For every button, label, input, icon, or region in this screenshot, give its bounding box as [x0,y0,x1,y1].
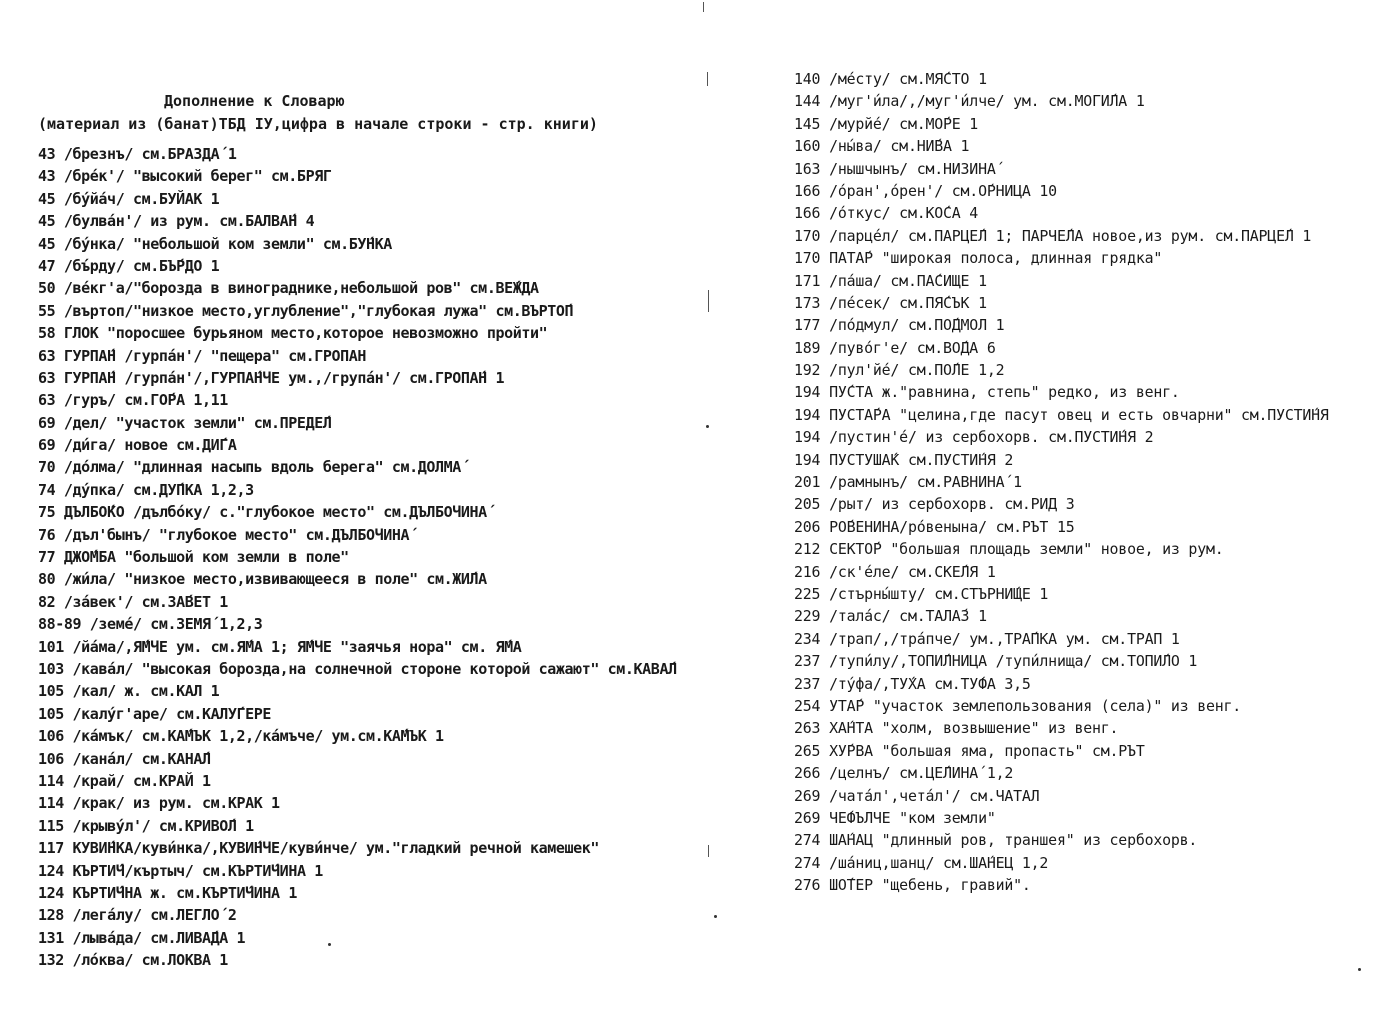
entry-text: /ка́мък/ см.КА́МЪК 1,2,/ка́мъче/ ум.см.КА́МЪК 1 [72,727,444,746]
entry-text: /ди́га/ новое см.ДИ́ГА [63,436,237,455]
entry-page-number: 229 [794,607,821,626]
entry-text: КУВИ́НКА/куви́нка/,КУВИ́НЧЕ/куви́нче/ ум."гладкий речной камешек" [72,839,600,858]
dictionary-entry [38,815,678,837]
entry-page-number: 124 [38,883,64,902]
entry-text: /ту́фа/,ТУ́ХА см.ТУ́ФА 3,5 [829,674,1031,693]
dictionary-entry [38,949,678,971]
entry-page-number: 82 [38,592,56,611]
entry-text: ПУСТА́РА "целина,где пасут овец и есть овчарни" см.ПУСТИ́НЯ [829,405,1329,424]
entry-page-number: 101 [38,637,64,656]
entry-page-number: 88-89 [38,615,82,634]
entry-text: ГУРПА́Н /гурпа́н'/ "пещера" см.ГРОПАН [63,346,366,365]
scan-speck [706,425,709,428]
entry-page-number: 70 [38,458,56,477]
entry-page-number: 63 [38,346,56,365]
entry-page-number: 128 [38,906,64,925]
scan-mark [708,845,709,857]
entry-text: /стърны́шту/ см.СТЪРНИ́ЩЕ 1 [829,584,1049,603]
entry-text: /крыву́л'/ см.КРИВО́Л 1 [72,816,254,835]
dictionary-entry [38,456,678,478]
entry-page-number: 173 [794,293,821,312]
dictionary-entry [38,927,678,949]
entry-page-number: 254 [794,696,821,715]
dictionary-entry [38,658,678,680]
dictionary-entry [794,516,1394,538]
entry-text: /о́ткус/ см.КО́СА 4 [829,204,979,223]
entry-page-number: 170 [794,226,821,245]
entry-text: /тала́с/ см.ТАЛА́З 1 [829,607,987,626]
entry-page-number: 75 [38,503,56,522]
entry-text: /нышчынъ/ см.НИЗИНА́ [829,159,996,178]
dictionary-entry [794,426,1394,448]
dictionary-entry [38,255,678,277]
entry-page-number: 144 [794,92,821,111]
entry-text: /до́лма/ "длинная насыпь вдоль берега" см.ДОЛМА́ [63,458,461,477]
dictionary-entry [794,717,1394,739]
entry-text: УТА́Р "участок землепользования (села)" из венг. [829,696,1242,715]
entry-page-number: 194 [794,383,821,402]
dictionary-entry [794,180,1394,202]
entry-page-number: 269 [794,786,821,805]
scan-mark [703,2,704,12]
entry-page-number: 276 [794,876,821,895]
dictionary-entry [794,135,1394,157]
page-subtitle: (материал из (банат)ТБД IУ,цифра в начале строки - стр. книги) [38,115,598,133]
dictionary-entry [794,202,1394,224]
dictionary-entry [38,546,678,568]
entry-text: СЕКТО́Р "большая площадь земли" новое, из рум. [829,540,1224,559]
entry-page-number: 216 [794,562,821,581]
dictionary-entry [38,568,678,590]
scan-speck [328,943,331,946]
entry-page-number: 192 [794,361,821,380]
entry-page-number: 274 [794,831,821,850]
entry-page-number: 115 [38,816,64,835]
entry-page-number: 55 [38,301,56,320]
entry-text: ШО́ТЕР "щебень, гравий". [829,876,1031,895]
entry-text: /дел/ "участок земли" см.ПРЕДЕ́Л [63,413,332,432]
entry-text: ДЪЛБО́КО /дълбо́ку/ с."глубокое место" см.ДЪЛБОЧИНА́ [63,503,487,522]
entry-page-number: 225 [794,584,821,603]
entry-text: РО́ВЕНИНА/ро́венына/ см.РЪТ 15 [829,517,1075,536]
entry-page-number: 63 [38,391,56,410]
entry-page-number: 103 [38,659,64,678]
entry-page-number: 205 [794,495,821,514]
entry-text: /кана́л/ см.КАНА́Л [72,749,211,768]
dictionary-entry [38,233,678,255]
entry-page-number: 114 [38,771,64,790]
dictionary-entry [38,210,678,232]
entry-text: /лега́лу/ см.ЛЕГЛО́ 2 [72,906,237,925]
dictionary-entry [794,471,1394,493]
entry-page-number: 58 [38,324,56,343]
entry-text: ГЛОК "поросшее бурьяном место,которое невозможно пройти" [63,324,548,343]
dictionary-entry [794,628,1394,650]
entry-page-number: 50 [38,279,56,298]
dictionary-entry [38,524,678,546]
entry-page-number: 47 [38,256,56,275]
dictionary-entry [794,785,1394,807]
dictionary-entry [794,314,1394,336]
dictionary-entry [794,740,1394,762]
dictionary-entry [794,359,1394,381]
entry-text: /пустин'е́/ из сербохорв. см.ПУСТИ́НЯ 2 [829,428,1154,447]
entry-page-number: 177 [794,316,821,335]
dictionary-entry [794,695,1394,717]
entry-text: /пул'йе́/ см.ПО́ЛЕ 1,2 [829,361,1005,380]
entry-page-number: 145 [794,114,821,133]
entry-page-number: 77 [38,548,56,567]
entry-page-number: 106 [38,749,64,768]
entry-text: /брезнъ/ см.БРАЗДА́ 1 [63,145,237,163]
entry-text: ША́НАЦ "длинный ров, траншея" из сербохорв. [829,831,1198,850]
entry-text: ДЖО́МБА "большой ком земли в поле" [63,548,349,567]
entry-page-number: 166 [794,204,821,223]
entry-text: КЪРТИ́ЧНА ж. см.КЪРТИ́ЧИНА 1 [72,883,297,902]
entry-page-number: 194 [794,428,821,447]
dictionary-entry [38,792,678,814]
entry-text: /ны́ва/ см.НИ́ВА 1 [829,137,970,156]
dictionary-entry [38,860,678,882]
entry-page-number: 189 [794,338,821,357]
entry-text: /пе́сек/ см.ПЯ́СЪК 1 [829,293,987,312]
entry-text: /ве́кг'а/"борозда в винограднике,небольшой ров" см.ВЕ́ЖДА [63,279,539,298]
entry-page-number: 274 [794,853,821,872]
dictionary-entry [38,770,678,792]
scan-mark [707,72,708,86]
dictionary-entry [38,725,678,747]
dictionary-entry [38,277,678,299]
entry-page-number: 269 [794,808,821,827]
dictionary-entry [794,247,1394,269]
entry-page-number: 140 [794,70,821,88]
dictionary-entry [38,300,678,322]
dictionary-entry [794,874,1394,896]
dictionary-entry [38,367,678,389]
entry-page-number: 170 [794,249,821,268]
entry-text: /лыва́да/ см.ЛИВА́ДА 1 [72,928,246,947]
entry-text: /гуръ/ см.ГО́РА 1,11 [63,391,228,410]
dictionary-entry [38,501,678,523]
entry-page-number: 206 [794,517,821,536]
entry-text: ХУ́РВА "большая яма, пропасть" см.РЪТ [829,741,1145,760]
entry-page-number: 45 [38,189,56,208]
entry-text: /кава́л/ "высокая борозда,на солнечной стороне которой сажают" см.КАВА́Л [72,659,677,678]
dictionary-entry [794,583,1394,605]
entry-page-number: 45 [38,234,56,253]
entry-page-number: 69 [38,436,56,455]
scan-mark [708,290,709,312]
entry-page-number: 63 [38,368,56,387]
scan-speck [1358,968,1361,971]
entry-page-number: 74 [38,480,56,499]
entry-text: /тупи́лу/,ТОПИ́ЛНИЦА /тупи́лнища/ см.ТОПИ́ЛО 1 [829,652,1198,671]
entry-text: /бу́нка/ "небольшой ком земли" см.БУ́НКА [63,234,392,253]
dictionary-entry [794,404,1394,426]
entry-text: /кал/ ж. см.КАЛ 1 [72,682,220,701]
entry-text: КЪРТИ́Ч/къртыч/ см.КЪРТИ́ЧИНА 1 [72,861,323,880]
entry-page-number: 105 [38,682,64,701]
page-title: Дополнение к Словарю [164,92,345,110]
dictionary-entry [38,389,678,411]
entry-page-number: 43 [38,167,56,186]
entry-page-number: 265 [794,741,821,760]
entry-page-number: 114 [38,794,64,813]
entry-text: /па́ша/ см.ПА́СИЩЕ 1 [829,271,987,290]
scan-speck [714,915,717,918]
dictionary-entry [794,337,1394,359]
entry-page-number: 166 [794,181,821,200]
entry-text: /йа́ма/,Я́МЧЕ ум. см.Я́МА 1; Я́МЧЕ "заячья нора" см. Я́МА [72,637,522,656]
entry-page-number: 117 [38,839,64,858]
dictionary-entry [794,90,1394,112]
dictionary-entry [794,158,1394,180]
dictionary-entry [794,605,1394,627]
entry-page-number: 163 [794,159,821,178]
dictionary-entry [794,538,1394,560]
entry-text: /за́век'/ см.ЗА́ВЕТ 1 [63,592,228,611]
dictionary-entry [794,561,1394,583]
entry-text: /бу́йа́ч/ см.БУЙАК 1 [63,189,220,208]
entry-page-number: 69 [38,413,56,432]
dictionary-entry [794,270,1394,292]
dictionary-entry [38,188,678,210]
dictionary-entry [794,493,1394,515]
entry-page-number: 212 [794,540,821,559]
dictionary-entry [38,613,678,635]
dictionary-entry [794,673,1394,695]
entry-text: ХА́НТА "холм, возвышение" из венг. [829,719,1119,738]
entry-text: /булва́н'/ из рум. см.БАЛВА́Н 4 [63,212,315,231]
dictionary-entry [794,449,1394,471]
dictionary-entry [38,165,678,187]
entry-page-number: 80 [38,570,56,589]
dictionary-entry [38,322,678,344]
entry-page-number: 45 [38,212,56,231]
dictionary-entry [794,225,1394,247]
dictionary-entry [794,762,1394,784]
entry-text: /целнъ/ см.ЦЕ́ЛИНА́ 1,2 [829,764,1014,783]
entry-text: /ме́сту/ см.МЯ́СТО 1 [829,70,987,88]
entry-text: /жи́ла/ "низкое место,извивающееся в поле" см.ЖИ́ЛА [63,570,487,589]
dictionary-entry [794,807,1394,829]
entry-page-number: 171 [794,271,821,290]
entry-text: /пуво́г'е/ см.ВО́ДА 6 [829,338,996,357]
dictionary-entry [38,680,678,702]
dictionary-entry [38,636,678,658]
entry-text: /ло́ква/ см.ЛОКВА 1 [72,951,228,970]
dictionary-entry [38,591,678,613]
entry-page-number: 131 [38,928,64,947]
entry-text: ПУ́СТА ж."равнина, степь" редко, из венг. [829,383,1180,402]
entry-text: /муг'и́ла/,/муг'и́лче/ ум. см.МОГИ́ЛА 1 [829,92,1145,111]
entry-page-number: 160 [794,137,821,156]
entry-text: /бъ́рду/ см.БЪ́РДО 1 [63,256,220,275]
entry-page-number: 43 [38,145,56,163]
entry-text: /земе́/ см.ЗЕМЯ́ 1,2,3 [89,615,263,634]
entry-text: /чата́л',чета́л'/ см.ЧАТАЛ [829,786,1040,805]
entry-page-number: 194 [794,450,821,469]
entry-page-number: 201 [794,473,821,492]
entry-page-number: 132 [38,951,64,970]
entry-text: /ду́пка/ см.ДУ́ПКА 1,2,3 [63,480,254,499]
entry-page-number: 263 [794,719,821,738]
dictionary-entry [794,68,1394,90]
dictionary-entry [794,829,1394,851]
dictionary-entry [794,852,1394,874]
entry-text: /трап/,/тра́пче/ ум.,ТРА́ПКА ум. см.ТРАП 1 [829,629,1180,648]
entry-page-number: 124 [38,861,64,880]
dictionary-entry [38,143,678,165]
entry-text: /рамнынъ/ см.РАВНИНА́ 1 [829,473,1022,492]
dictionary-entry [38,434,678,456]
entry-text: ПУСТУША́К см.ПУСТИ́НЯ 2 [829,450,1014,469]
entry-text: ПАТА́Р "широкая полоса, длинная грядка" [829,249,1163,268]
entry-text: /рыт/ из сербохорв. см.РИД 3 [829,495,1075,514]
entry-text: /ша́ниц,шанц/ см.ША́НЕЦ 1,2 [829,853,1049,872]
entry-page-number: 194 [794,405,821,424]
entry-page-number: 237 [794,652,821,671]
entry-text: /о́ран',о́рен'/ см.О́РНИЦА 10 [829,181,1057,200]
entry-text: /дъл'бынъ/ "глубокое место" см.ДЪЛБОЧИНА́ [63,525,410,544]
entry-page-number: 234 [794,629,821,648]
dictionary-entry [38,703,678,725]
left-entry-list [38,143,678,971]
dictionary-entry [794,113,1394,135]
dictionary-entry [38,479,678,501]
dictionary-entry [38,882,678,904]
dictionary-entry [38,748,678,770]
dictionary-entry [794,292,1394,314]
right-entry-list [794,68,1394,896]
entry-page-number: 105 [38,704,64,723]
entry-text: /калу́г'аре/ см.КАЛУ́ГЕРЕ [72,704,272,723]
entry-page-number: 237 [794,674,821,693]
entry-text: /парце́л/ см.ПАРЦЕ́Л 1; ПАРЧЕ́ЛА новое,из рум. см.ПАРЦЕ́Л 1 [829,226,1312,245]
entry-text: /бре́к'/ "высокий берег" см.БРЯГ [63,167,332,186]
entry-text: /крак/ из рум. см.КРАК 1 [72,794,280,813]
entry-text: /ск'е́ле/ см.СКЕ́ЛЯ 1 [829,562,996,581]
dictionary-entry [38,904,678,926]
entry-text: ГУРПА́Н /гурпа́н'/,ГУРПА́НЧЕ ум.,/група́н'/ см.ГРОПА́Н 1 [63,368,505,387]
entry-text: /край/ см.КРАЙ 1 [72,771,211,790]
entry-text: /по́дмул/ см.ПО́ДМОЛ 1 [829,316,1005,335]
entry-text: /мурйе́/ см.МО́РЕ 1 [829,114,979,133]
entry-text: /въртоп/"низкое место,углубление","глубокая лужа" см.ВЪРТО́П [63,301,574,320]
dictionary-entry [38,412,678,434]
dictionary-entry [38,345,678,367]
entry-page-number: 266 [794,764,821,783]
entry-text: ЧЕ́ФЪЛЧЕ "ком земли" [829,808,996,827]
dictionary-entry [794,381,1394,403]
entry-page-number: 106 [38,727,64,746]
entry-page-number: 76 [38,525,56,544]
dictionary-entry [794,650,1394,672]
dictionary-entry [38,837,678,859]
